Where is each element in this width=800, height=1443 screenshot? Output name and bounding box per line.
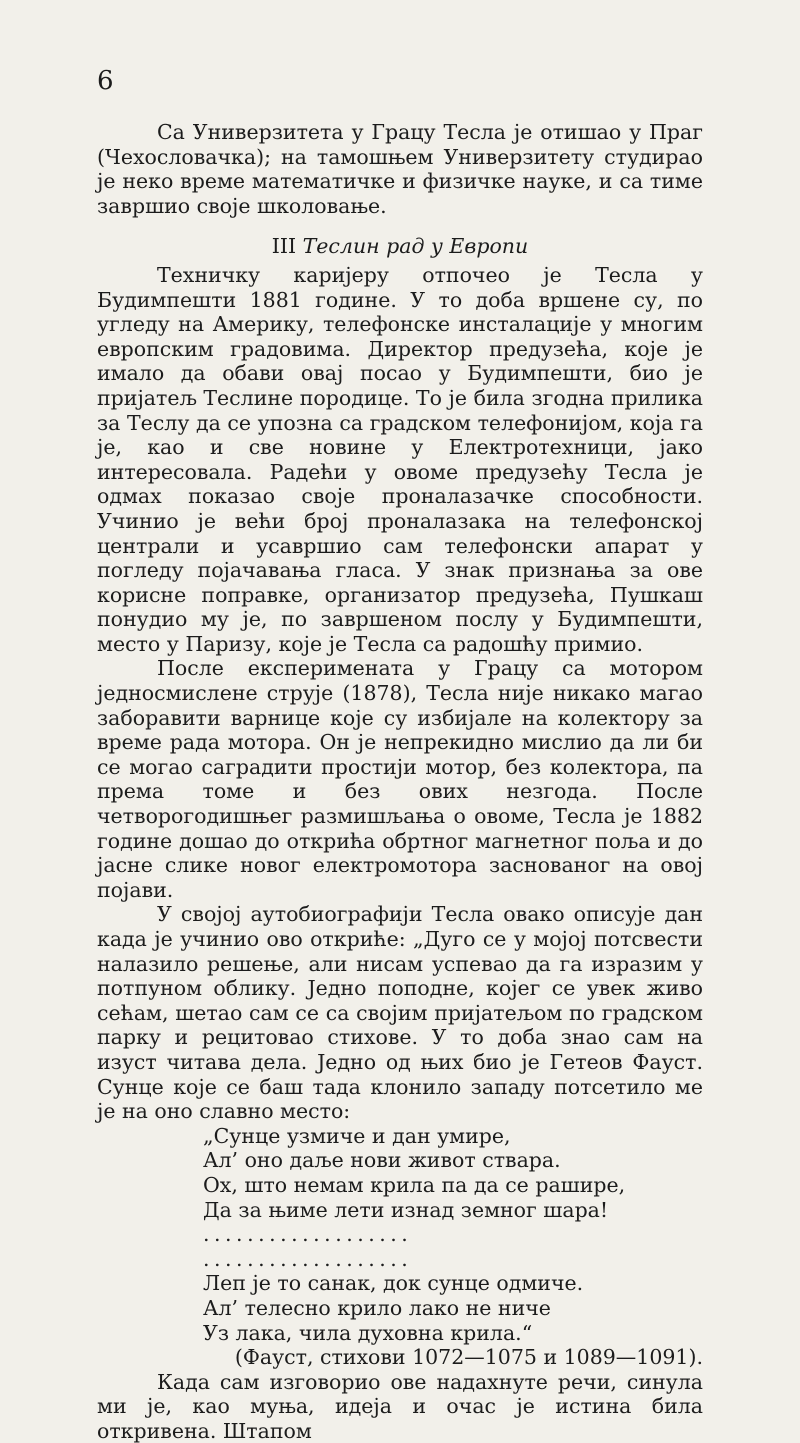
paragraph-intro: Са Универзитета у Грацу Тесла је отишао у Праг (Чехословачка); на тамошњем Универзитету студирао је неко време математичке и физичке науке, и са тиме завршио своје школовање. xyxy=(97,120,703,218)
poem-line: „Сунце узмиче и дан умире, xyxy=(203,1123,511,1148)
poem-line: Леп је то санак, док сунце одмиче. xyxy=(203,1271,584,1296)
poem-line: Уз лака, чила духовна крила.“ xyxy=(203,1320,533,1345)
poem-ellipsis: ................... xyxy=(203,1222,413,1247)
section-number: III xyxy=(271,234,297,259)
paragraph: Техничку каријеру отпочео је Тесла у Будимпешти 1881 године. У то доба вршене су, по угледу на Америку, телефонске инсталације у многим европским градовима. Директор предузећа, које је имало да обави овај посао у Будимпешти, био је пријатељ Теслине породице. То је била згодна прилика за Теслу да се упозна са градском телефонијом, која га је, као и све новине у Електротехници, јако интересовала. Радећи у овоме предузећу Тесла је одмах показао своје проналазачке способности. Учинио је већи број проналазака на телефонској централи и усавршио сам телефонски апарат у погледу појачавања гласа. У знак признања за ове корисне поправке, организатор предузећа, Пушкаш понудио му је, по завршеном послу у Будимпешти, место у Паризу, које је Тесла са радошћу примио. xyxy=(97,262,703,656)
page-body xyxy=(97,120,703,1443)
poem-quote xyxy=(203,1124,703,1345)
poem-line: Ал’ оно даље нови живот ствара. xyxy=(203,1148,561,1173)
poem-ellipsis: ................... xyxy=(203,1246,413,1271)
paragraph: После експеримената у Грацу са мотором једносмислене струје (1878), Тесла није никако магао заборавити варнице које су избијале на колектору за време рада мотора. Он је непрекидно мислио да ли би се могао саградити простији мотор, без колектора, па према томе и без ових незгода. После четворогодишњег размишљања о овоме, Тесла је 1882 године дошао до открића обртног магнетног поља и до јасне слике новог електромотора заснованог на овој појави. xyxy=(97,656,703,902)
paragraph-closing: Када сам изговорио ове надахнуте речи, синула ми је, као муња, идеја и очас је истина била откривена. Штапом xyxy=(97,1369,703,1443)
paragraph: У својој аутобиографији Тесла овако описује дан када је учинио ово откриће: „Дуго се у мојој потсвести налазило решење, али нисам успевао да га изразим у потпуном облику. Једно поподне, којег се увек живо сећам, шетао сам се са својим пријатељом по градском парку и рецитовао стихове. У то доба знао сам на изуст читава дела. Једно од њих био је Гетеов Фауст. Сунце које се баш тада клонило западу потсетило ме је на оно славно место: xyxy=(97,902,703,1124)
poem-line: Ал’ телесно крило лако не ниче xyxy=(203,1295,551,1320)
section-heading xyxy=(97,234,703,259)
page-number: 6 xyxy=(97,66,114,96)
section-title: Теслин рад у Европи xyxy=(302,234,529,259)
poem-citation: (Фауст, стихови 1072—1075 и 1089—1091). xyxy=(234,1345,703,1370)
poem-line: Ох, што немам крила па да се рашире, xyxy=(203,1172,626,1197)
poem-line: Да за њиме лети изнад земног шара! xyxy=(203,1197,609,1222)
